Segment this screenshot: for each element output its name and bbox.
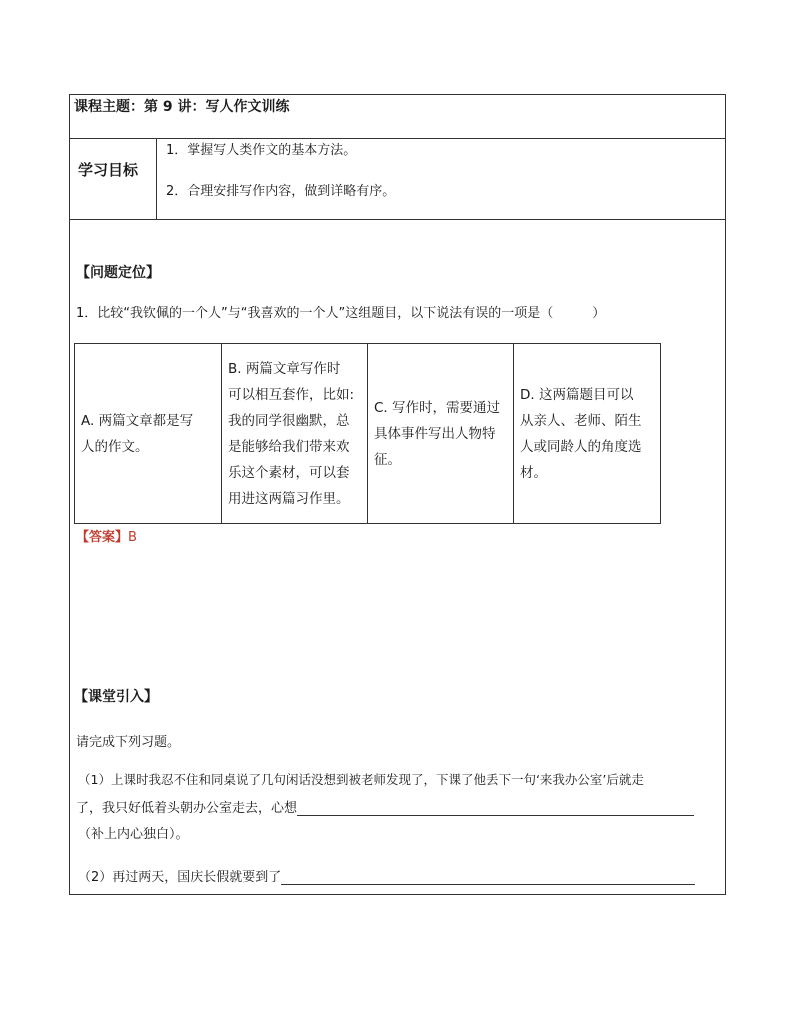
option-c-text: C. 写作时，需要通过 具体事件写出人物特 征。: [374, 399, 501, 468]
exercise-2-blank[interactable]: [281, 870, 695, 885]
option-c: [368, 344, 514, 524]
intro-heading: 【课堂引入】: [74, 689, 158, 705]
choice-table: [74, 343, 661, 524]
answer-label: 【答案】: [76, 530, 129, 545]
goal-item-2: 2．合理安排写作内容，做到详略有序。: [166, 184, 396, 199]
problem-heading: 【问题定位】: [76, 265, 160, 281]
option-b-text: B. 两篇文章写作时 可以相互套作，比如: 我的同学很幽默，总 是能够给我们带来欢 乐这个素材，可以套 用进这两篇习作里。: [228, 360, 355, 507]
option-d: [514, 344, 661, 524]
exercise-1-line-1: （1）上课时我忍不住和同桌说了几句闲话没想到被老师发现了，下课了他丢下一句‘来我办公室’后就走: [78, 772, 644, 787]
intro-instruction: 请完成下列习题。: [76, 735, 181, 750]
course-title: 课程主题：第 9 讲：写人作文训练: [74, 99, 290, 115]
goals-divider: [70, 219, 725, 220]
option-a: [75, 344, 222, 524]
goals-label: 学习目标: [78, 161, 139, 179]
option-b: [222, 344, 368, 524]
answer-value: B: [128, 530, 137, 545]
exercise-1-blank[interactable]: [297, 801, 694, 816]
option-a-text: A. 两篇文章都是写 人的作文。: [81, 412, 194, 455]
answer-line: [76, 526, 137, 545]
exercise-1-line-3: （补上内心独白）。: [78, 827, 189, 842]
option-d-text: D. 这两篇题目可以 从亲人、老师、陌生 人或同龄人的角度选 材。: [520, 386, 642, 481]
goal-item-1: 1．掌握写人类作文的基本方法。: [166, 143, 357, 158]
exercise-2-prompt: （2）再过两天，国庆长假就要到了: [78, 870, 282, 885]
exercise-2: [78, 866, 695, 885]
problem-question: 1．比较“我钦佩的一个人”与“我喜欢的一个人”这组题目，以下说法有误的一项是（ ）: [76, 306, 606, 321]
exercise-1-prompt: 了，我只好低着头朝办公室走去，心想: [76, 801, 298, 816]
exercise-1-line-2: [76, 797, 694, 816]
goals-column-divider: [156, 138, 157, 219]
